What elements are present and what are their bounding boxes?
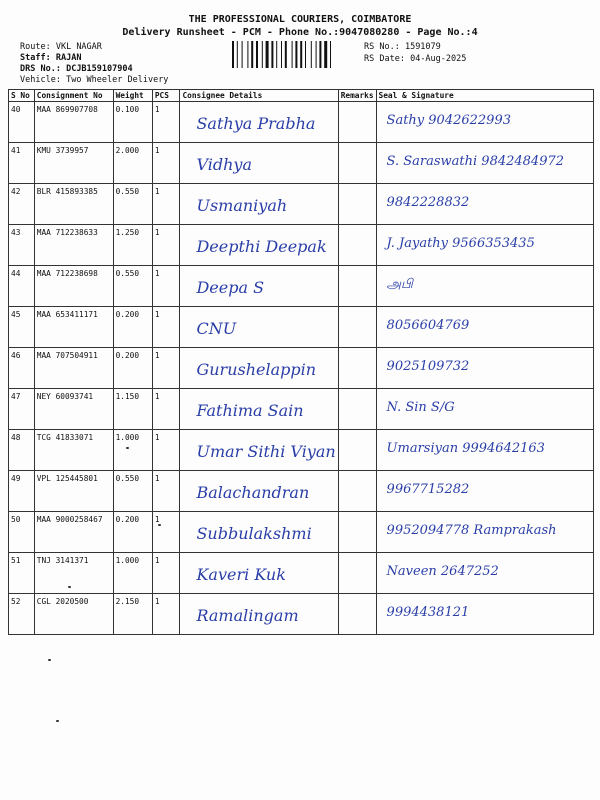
cell-consignment: MAA 712238698	[34, 266, 113, 307]
cell-sno: 49	[9, 471, 35, 512]
cell-pcs: 1	[152, 553, 180, 594]
cell-signature	[376, 307, 593, 348]
cell-consignment: TNJ 3141371	[34, 553, 113, 594]
handwritten-signature: N. Sin S/G	[386, 400, 455, 415]
col-sno: S No	[9, 90, 35, 102]
cell-remarks	[338, 225, 376, 266]
cell-consignee	[180, 553, 338, 594]
handwritten-signature: 9952094778 Ramprakash	[386, 523, 557, 538]
cell-signature	[376, 266, 593, 307]
table-row	[9, 307, 594, 348]
handwritten-consignee-name: Deepa S	[196, 278, 265, 297]
handwritten-consignee-name: Vidhya	[196, 155, 252, 174]
handwritten-consignee-name: Subbulakshmi	[196, 524, 312, 543]
cell-weight: 0.550	[113, 471, 152, 512]
cell-pcs: 1	[152, 143, 180, 184]
cell-sno: 48	[9, 430, 35, 471]
cell-remarks	[338, 307, 376, 348]
stray-mark	[68, 586, 71, 588]
cell-weight: 2.150	[113, 594, 152, 635]
cell-pcs: 1	[152, 266, 180, 307]
handwritten-signature: 9994438121	[386, 605, 470, 620]
barcode-bar	[276, 41, 277, 68]
cell-pcs: 1	[152, 102, 180, 143]
cell-pcs: 1	[152, 512, 180, 553]
barcode-bar	[242, 41, 243, 68]
cell-consignee	[180, 102, 338, 143]
cell-sno: 42	[9, 184, 35, 225]
rs-no-value: 1591079	[404, 42, 441, 52]
cell-weight: 1.250	[113, 225, 152, 266]
cell-consignee	[180, 430, 338, 471]
runsheet-table	[8, 89, 594, 635]
cell-signature	[376, 430, 593, 471]
cell-consignee	[180, 225, 338, 266]
cell-signature	[376, 348, 593, 389]
cell-consignment: BLR 415893385	[34, 184, 113, 225]
stray-mark	[158, 524, 161, 526]
cell-consignee	[180, 266, 338, 307]
barcode-bar	[324, 41, 327, 68]
col-signature: Seal & Signature	[376, 90, 593, 102]
cell-weight: 1.000	[113, 553, 152, 594]
page-title: THE PROFESSIONAL COURIERS, COIMBATORE	[188, 14, 412, 25]
cell-consignment: NEY 60093741	[34, 389, 113, 430]
cell-consignment: TCG 41833071	[34, 430, 113, 471]
barcode-bar	[247, 41, 248, 68]
cell-consignment: CGL 2020500	[34, 594, 113, 635]
cell-sno: 52	[9, 594, 35, 635]
cell-signature	[376, 512, 593, 553]
table-row	[9, 594, 594, 635]
cell-pcs: 1	[152, 307, 180, 348]
cell-remarks	[338, 389, 376, 430]
barcode-bar	[262, 41, 263, 68]
cell-pcs: 1	[152, 184, 180, 225]
barcode-bar	[271, 41, 273, 68]
barcode-bar	[295, 41, 297, 68]
handwritten-consignee-name: CNU	[196, 319, 237, 338]
handwritten-signature: Umarsiyan 9994642163	[386, 441, 545, 456]
barcode	[232, 41, 356, 68]
handwritten-consignee-name: Kaveri Kuk	[196, 565, 286, 584]
cell-consignee	[180, 348, 338, 389]
barcode-bar	[330, 41, 331, 68]
cell-remarks	[338, 348, 376, 389]
handwritten-signature: 8056604769	[386, 318, 470, 333]
cell-weight: 2.000	[113, 143, 152, 184]
barcode-bar	[285, 41, 287, 68]
cell-remarks	[338, 471, 376, 512]
cell-signature	[376, 389, 593, 430]
handwritten-signature: 9025109732	[386, 359, 470, 374]
vehicle-line: Vehicle: Two Wheeler Delivery	[20, 75, 169, 85]
table-row	[9, 143, 594, 184]
table-row	[9, 512, 594, 553]
table-row	[9, 225, 594, 266]
cell-sno: 46	[9, 348, 35, 389]
handwritten-consignee-name: Ramalingam	[196, 606, 299, 625]
cell-remarks	[338, 430, 376, 471]
cell-weight: 0.200	[113, 307, 152, 348]
cell-remarks	[338, 553, 376, 594]
cell-sno: 45	[9, 307, 35, 348]
staff-line: Staff: RAJAN	[20, 53, 82, 63]
cell-pcs: 1	[152, 430, 180, 471]
cell-remarks	[338, 102, 376, 143]
cell-signature	[376, 102, 593, 143]
cell-sno: 41	[9, 143, 35, 184]
staff-value: RAJAN	[55, 53, 82, 63]
barcode-bar	[300, 41, 302, 68]
barcode-bar	[232, 41, 234, 68]
handwritten-signature: Sathy 9042622993	[386, 113, 511, 128]
stray-mark	[126, 447, 129, 449]
handwritten-consignee-name: Gurushelappin	[196, 360, 317, 379]
rs-date-line: RS Date: 04-Aug-2025	[364, 54, 467, 64]
handwritten-consignee-name: Umar Sithi Viyan	[196, 442, 336, 461]
cell-pcs: 1	[152, 225, 180, 266]
cell-consignee	[180, 512, 338, 553]
cell-weight: 1.150	[113, 389, 152, 430]
handwritten-signature: Naveen 2647252	[386, 564, 499, 579]
barcode-bar	[251, 41, 253, 68]
route-value: VKL NAGAR	[55, 42, 102, 52]
cell-sno: 51	[9, 553, 35, 594]
runsheet-subtitle: Delivery Runsheet - PCM - Phone No.:9047080280 - Page No.:4	[122, 27, 478, 38]
handwritten-consignee-name: Balachandran	[196, 483, 310, 502]
cell-pcs: 1	[152, 471, 180, 512]
cell-sno: 47	[9, 389, 35, 430]
cell-pcs: 1	[152, 348, 180, 389]
cell-pcs: 1	[152, 389, 180, 430]
barcode-bar	[266, 41, 269, 68]
handwritten-consignee-name: Deepthi Deepak	[196, 237, 327, 256]
stray-mark	[48, 659, 51, 661]
drs-line: DRS No.: DCJB159107904	[20, 64, 133, 74]
cell-consignment: MAA 869907708	[34, 102, 113, 143]
rs-date-value: 04-Aug-2025	[410, 54, 467, 64]
table-row	[9, 266, 594, 307]
cell-consignment: MAA 707504911	[34, 348, 113, 389]
cell-weight: 0.550	[113, 266, 152, 307]
cell-sno: 50	[9, 512, 35, 553]
stray-mark	[56, 720, 59, 722]
cell-consignee	[180, 389, 338, 430]
rs-no-line: RS No.: 1591079	[364, 42, 441, 52]
col-weight: Weight	[113, 90, 152, 102]
cell-signature	[376, 143, 593, 184]
cell-remarks	[338, 143, 376, 184]
barcode-bar	[292, 41, 293, 68]
drs-value: DCJB159107904	[66, 64, 133, 74]
cell-remarks	[338, 594, 376, 635]
cell-remarks	[338, 512, 376, 553]
cell-signature	[376, 594, 593, 635]
cell-consignment: MAA 653411171	[34, 307, 113, 348]
table-row	[9, 102, 594, 143]
barcode-bar	[305, 41, 306, 68]
cell-consignment: MAA 9000258467	[34, 512, 113, 553]
cell-weight: 1.000	[113, 430, 152, 471]
barcode-bar	[256, 41, 258, 68]
cell-pcs: 1	[152, 594, 180, 635]
cell-consignee	[180, 594, 338, 635]
handwritten-signature: 9842228832	[386, 195, 470, 210]
cell-consignment: VPL 125445801	[34, 471, 113, 512]
handwritten-signature: அபி	[386, 277, 413, 292]
barcode-bar	[237, 41, 238, 68]
cell-signature	[376, 553, 593, 594]
cell-weight: 0.200	[113, 348, 152, 389]
table-row	[9, 471, 594, 512]
cell-consignment: KMU 3739957	[34, 143, 113, 184]
table-header-row	[9, 90, 594, 102]
vehicle-value: Two Wheeler Delivery	[66, 75, 169, 85]
handwritten-signature: S. Saraswathi 9842484972	[386, 154, 565, 169]
cell-sno: 40	[9, 102, 35, 143]
table-row	[9, 348, 594, 389]
table-row	[9, 553, 594, 594]
cell-weight: 0.200	[113, 512, 152, 553]
handwritten-consignee-name: Sathya Prabha	[196, 114, 316, 133]
barcode-bar	[311, 41, 312, 68]
table-row	[9, 430, 594, 471]
cell-weight: 0.550	[113, 184, 152, 225]
col-remarks: Remarks	[338, 90, 376, 102]
route-line: Route: VKL NAGAR	[20, 42, 102, 52]
col-consignment: Consignment No	[34, 90, 113, 102]
col-consignee: Consignee Details	[180, 90, 338, 102]
cell-signature	[376, 225, 593, 266]
cell-consignee	[180, 143, 338, 184]
barcode-bar	[281, 41, 282, 68]
cell-sno: 44	[9, 266, 35, 307]
cell-signature	[376, 471, 593, 512]
cell-weight: 0.100	[113, 102, 152, 143]
cell-consignment: MAA 712238633	[34, 225, 113, 266]
cell-consignee	[180, 184, 338, 225]
handwritten-signature: 9967715282	[386, 482, 470, 497]
barcode-bar	[319, 41, 321, 68]
handwritten-signature: J. Jayathy 9566353435	[386, 236, 535, 251]
cell-remarks	[338, 184, 376, 225]
barcode-bar	[316, 41, 317, 68]
table-row	[9, 184, 594, 225]
cell-consignee	[180, 307, 338, 348]
col-pcs: PCS	[152, 90, 180, 102]
cell-sno: 43	[9, 225, 35, 266]
handwritten-consignee-name: Fathima Sain	[196, 401, 304, 420]
table-row	[9, 389, 594, 430]
cell-remarks	[338, 266, 376, 307]
cell-consignee	[180, 471, 338, 512]
cell-signature	[376, 184, 593, 225]
handwritten-consignee-name: Usmaniyah	[196, 196, 288, 215]
